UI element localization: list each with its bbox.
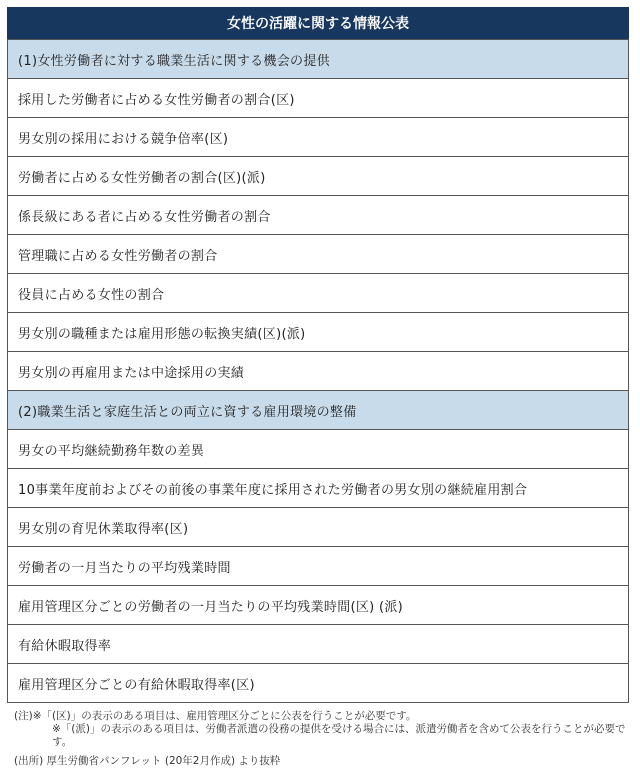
- table-row: [8, 430, 629, 469]
- info-table: [7, 39, 629, 703]
- table-row: [8, 196, 629, 235]
- note-text-2: ※「(派)」の表示のある項目は、労働者派遣の役務の提供を受ける場合には、派遣労働者を含めて公表を行うことが必要です。: [52, 723, 626, 748]
- table-row: [8, 352, 629, 391]
- section-header-row: [8, 391, 629, 430]
- note-prefix: (注): [14, 710, 33, 722]
- table-cell: 労働者の一月当たりの平均残業時間: [8, 547, 629, 586]
- table-cell: 係長級にある者に占める女性労働者の割合: [8, 196, 629, 235]
- section-header-row: [8, 40, 629, 79]
- section-header-cell: (1)女性労働者に対する職業生活に関する機会の提供: [8, 40, 629, 79]
- table-row: [8, 235, 629, 274]
- table-row: [8, 274, 629, 313]
- table-cell: 雇用管理区分ごとの有給休暇取得率(区): [8, 664, 629, 703]
- table-cell: 管理職に占める女性労働者の割合: [8, 235, 629, 274]
- table-cell: 男女の平均継続勤務年数の差異: [8, 430, 629, 469]
- table-cell: 採用した労働者に占める女性労働者の割合(区): [8, 79, 629, 118]
- notes: [14, 710, 626, 768]
- source-citation: (出所) 厚生労働省パンフレット (20年2月作成) より抜粋: [14, 755, 281, 767]
- table-title: 女性の活躍に関する情報公表: [7, 7, 629, 39]
- table-cell: 有給休暇取得率: [8, 625, 629, 664]
- table-row: [8, 469, 629, 508]
- table-row: [8, 664, 629, 703]
- table-row: [8, 157, 629, 196]
- table-cell: 10事業年度前およびその前後の事業年度に採用された労働者の男女別の継続雇用割合: [8, 469, 629, 508]
- info-table-container: [7, 7, 629, 703]
- table-row: [8, 118, 629, 157]
- table-row: [8, 586, 629, 625]
- table-cell: 役員に占める女性の割合: [8, 274, 629, 313]
- section-header-cell: (2)職業生活と家庭生活との両立に資する雇用環境の整備: [8, 391, 629, 430]
- note-text-1: ※「(区)」の表示のある項目は、雇用管理区分ごとに公表を行うことが必要です。: [32, 710, 417, 722]
- table-cell: 労働者に占める女性労働者の割合(区)(派): [8, 157, 629, 196]
- table-cell: 雇用管理区分ごとの労働者の一月当たりの平均残業時間(区) (派): [8, 586, 629, 625]
- table-cell: 男女別の職種または雇用形態の転換実績(区)(派): [8, 313, 629, 352]
- note-line-1: [14, 710, 626, 723]
- table-row: [8, 508, 629, 547]
- table-row: [8, 547, 629, 586]
- table-row: [8, 625, 629, 664]
- table-cell: 男女別の育児休業取得率(区): [8, 508, 629, 547]
- table-cell: 男女別の再雇用または中途採用の実績: [8, 352, 629, 391]
- table-row: [8, 79, 629, 118]
- table-row: [8, 313, 629, 352]
- table-cell: 男女別の採用における競争倍率(区): [8, 118, 629, 157]
